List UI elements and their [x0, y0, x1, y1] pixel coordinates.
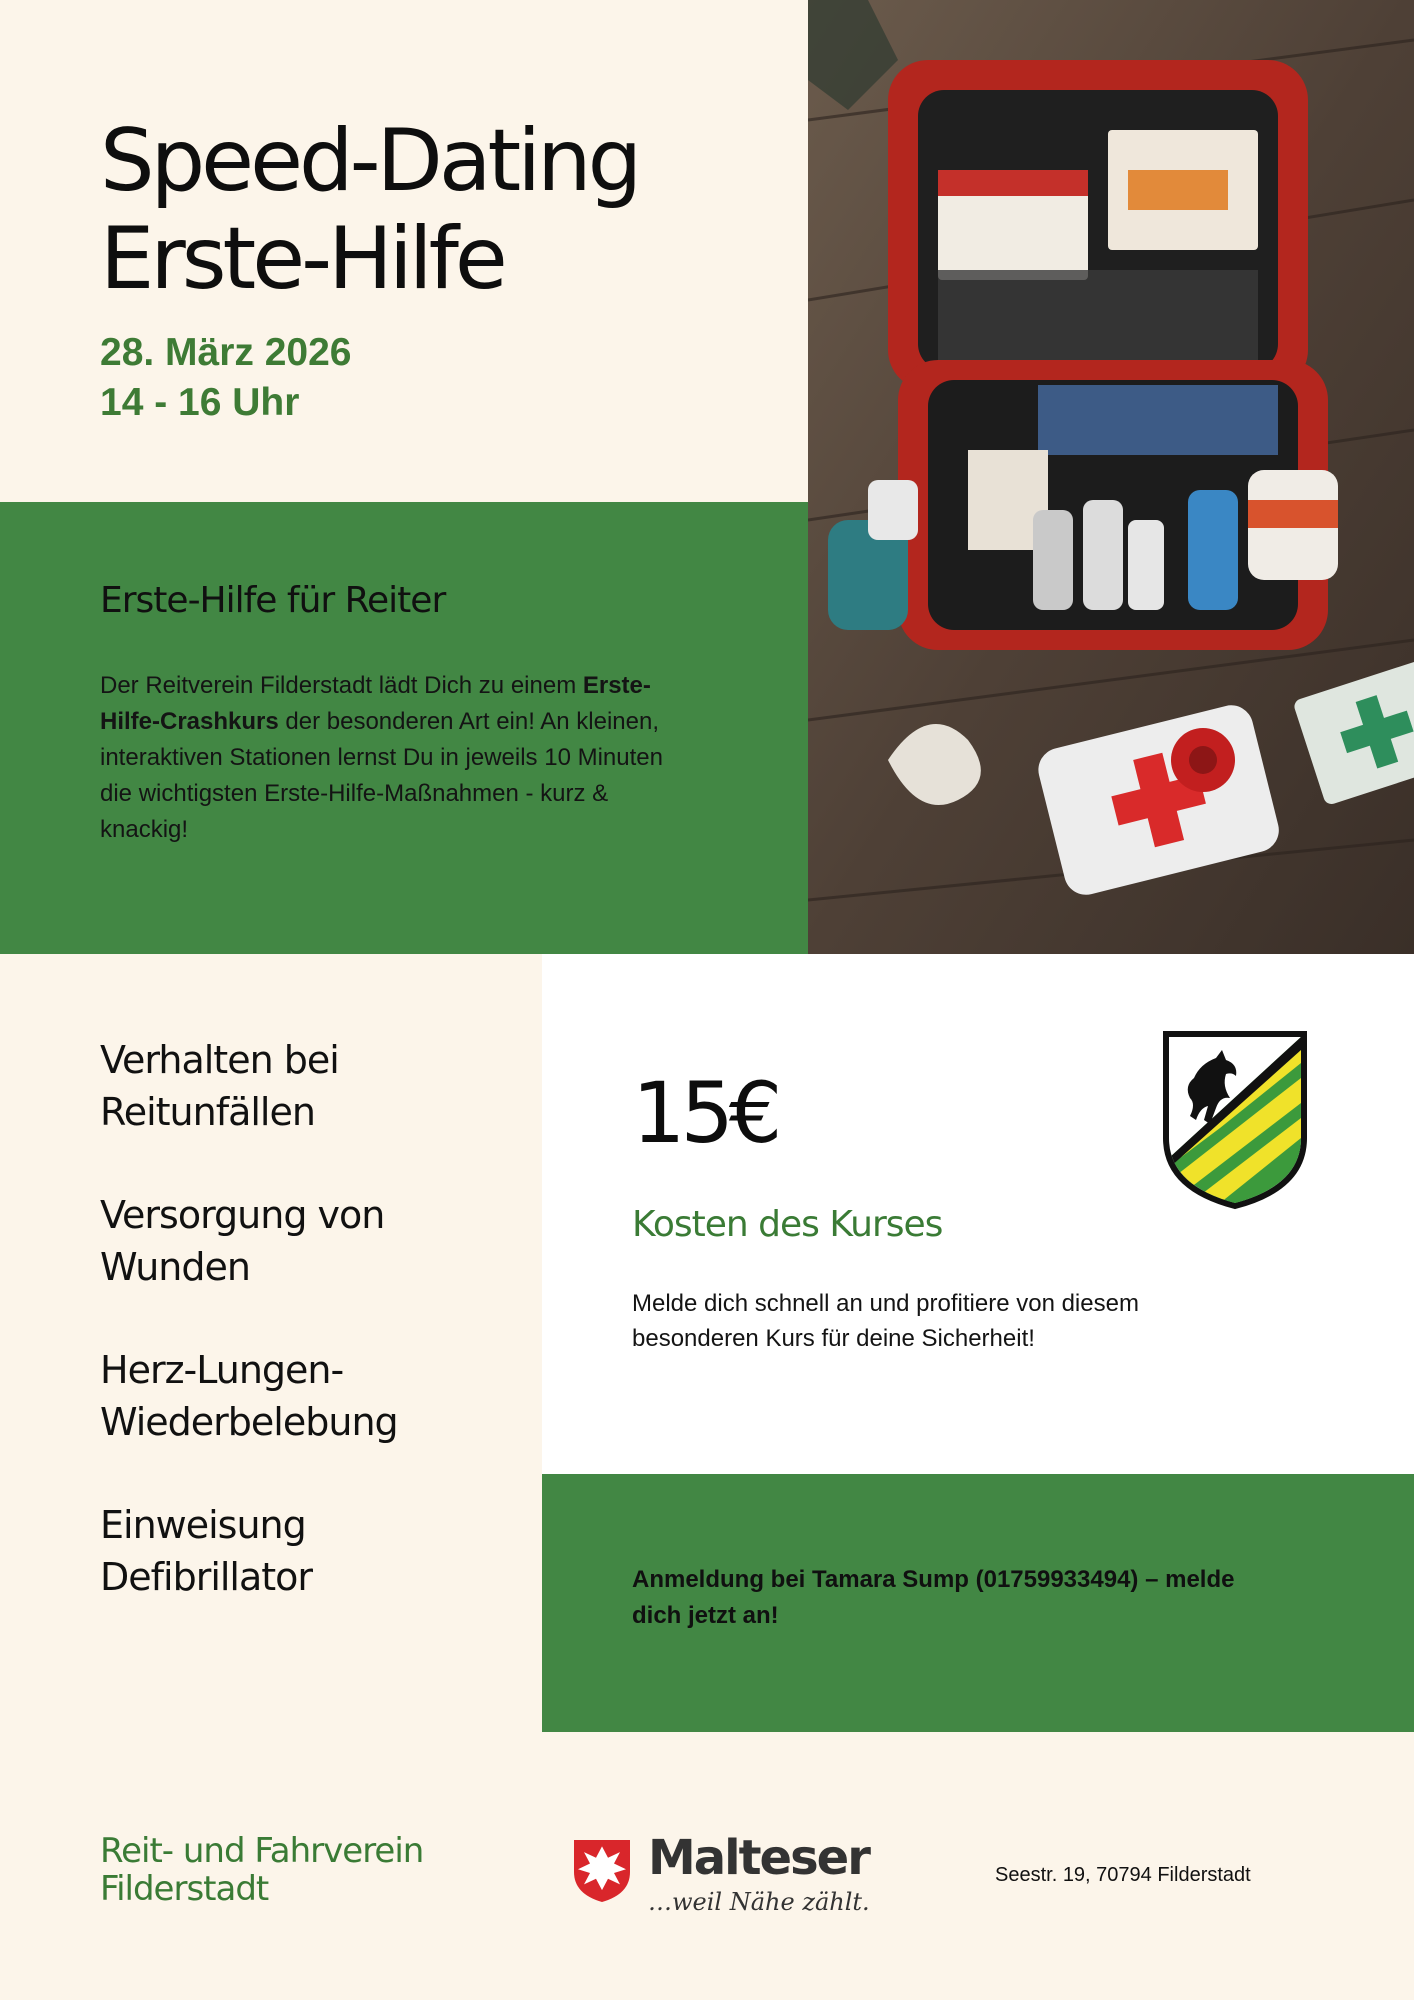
event-datetime — [100, 328, 352, 428]
event-address: Seestr. 19, 70794 Filderstadt — [995, 1864, 1251, 1886]
first-aid-kit-photo — [808, 0, 1414, 954]
club-name-line-2: Filderstadt — [100, 1869, 269, 1909]
pricing-panel — [542, 954, 1414, 1474]
event-date: 28. März 2026 — [100, 331, 352, 374]
horse-crest-icon — [1160, 1028, 1310, 1212]
first-aid-kit-illustration — [808, 0, 1414, 954]
partner-name: Malteser — [648, 1830, 869, 1886]
intro-text — [100, 668, 680, 848]
topic-item: Verhalten bei Reitunfällen — [100, 1038, 339, 1134]
title-line-2: Erste-Hilfe — [100, 209, 504, 309]
pricing-text: Melde dich schnell an und profitiere von diesem besonderen Kurs für deine Sicherheit! — [632, 1290, 1139, 1352]
intro-section — [0, 502, 808, 954]
intro-text-bold: Erste-Hilfe-Crashkurs — [100, 672, 651, 735]
malteser-logo — [572, 1830, 870, 1920]
signup-text: Anmeldung bei Tamara Sump (01759933494) – melde dich jetzt an! — [632, 1566, 1235, 1629]
club-name — [100, 1832, 423, 1908]
intro-text-start: Der Reitverein Filderstadt lädt Dich zu einem — [100, 672, 583, 699]
intro-heading: Erste-Hilfe für Reiter — [100, 580, 446, 621]
topic-item: Einweisung Defibrillator — [100, 1503, 313, 1599]
maltese-cross-icon — [572, 1838, 632, 1904]
page-title — [100, 112, 638, 308]
signup-section — [542, 1474, 1414, 1732]
event-time: 14 - 16 Uhr — [100, 381, 300, 424]
topic-item: Herz-Lungen-Wiederbelebung — [100, 1348, 398, 1444]
course-price: 15€ — [632, 1064, 778, 1162]
intro-text-end: der besonderen Art ein! An kleinen, interaktiven Stationen lernst Du in jeweils 10 Minuten die wichtigsten Erste-Hilfe-Maßnahmen - kurz & knackig! — [100, 708, 663, 843]
club-name-line-1: Reit- und Fahrverein — [100, 1831, 424, 1871]
topic-list — [100, 1034, 520, 1654]
topic-item: Versorgung von Wunden — [100, 1193, 385, 1289]
pricing-title: Kosten des Kurses — [632, 1204, 943, 1245]
partner-tagline: …weil Nähe zählt. — [648, 1888, 870, 1916]
title-line-1: Speed-Dating — [100, 111, 639, 211]
